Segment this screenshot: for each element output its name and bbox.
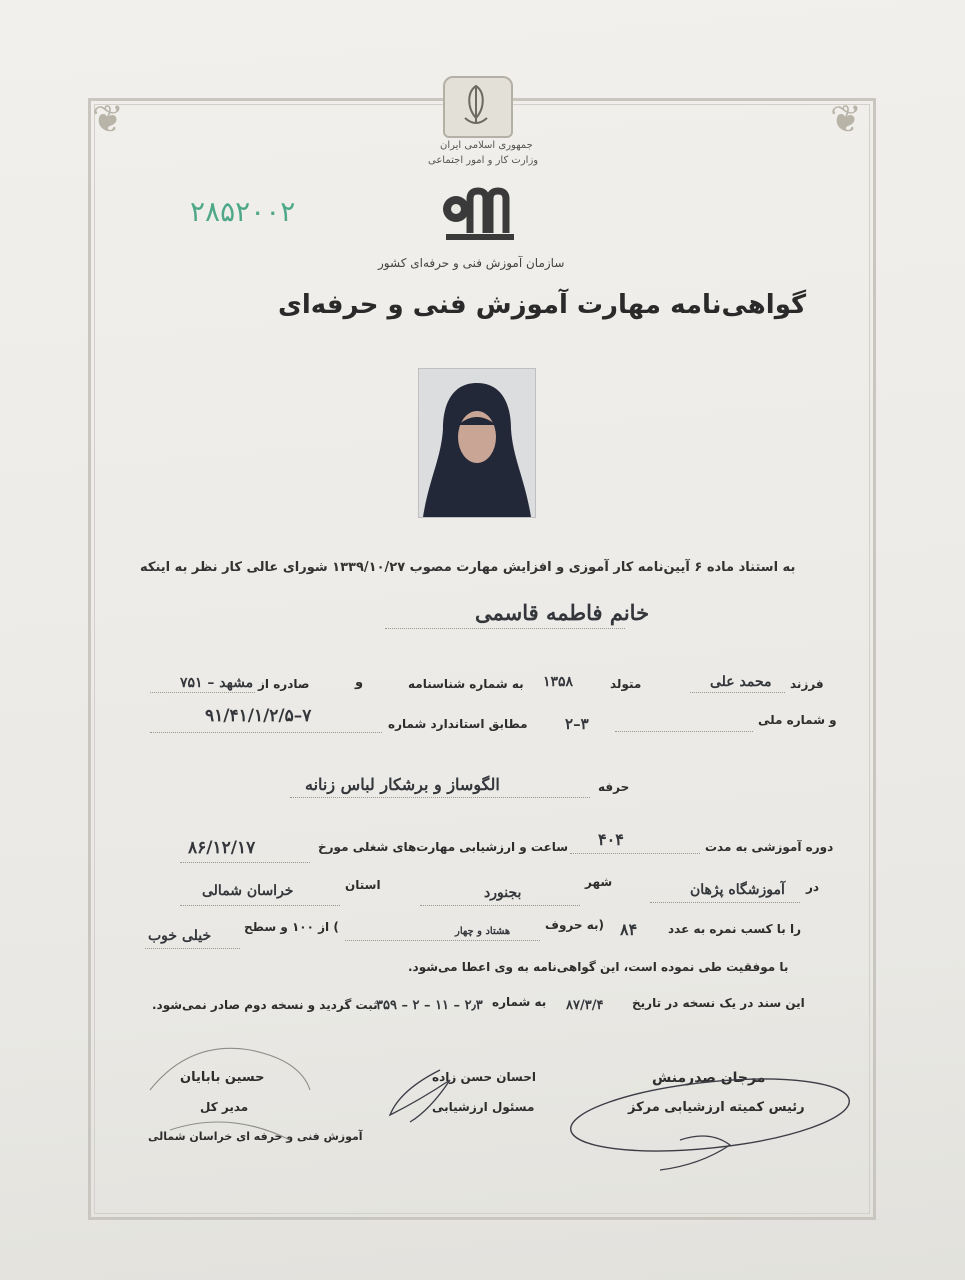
signature-scribble-icon (360, 1060, 550, 1130)
course-duration-label: دوره آموزشی به مدت (705, 840, 834, 854)
dotted-line (570, 853, 700, 854)
intro-text: به استناد ماده ۶ آیین‌نامه کار آموزی و افزایش مهارت مصوب ۱۳۳۹/۱۰/۲۷ شورای عالی کار نظر به اینکه (140, 560, 796, 575)
holder-photo (418, 368, 536, 518)
issue-prefix: این سند در یک نسخه در تاریخ (632, 996, 805, 1010)
score-in-words: هشتاد و چهار (455, 926, 511, 937)
score-number: ۸۴ (620, 920, 638, 939)
standard-number: ۷–۹۱/۴۱/۱/۲/۵ (205, 706, 312, 726)
city-name: بجنورد (484, 885, 522, 901)
certificate-title: گواهی‌نامه مهارت آموزش فنی و حرفه‌ای (278, 290, 807, 320)
dotted-line (420, 905, 580, 906)
dotted-line (150, 732, 382, 733)
dotted-line (345, 940, 540, 941)
standard-code: ۳–۲ (565, 715, 589, 733)
signature-role-evaluator: مسئول ارزشیابی (432, 1100, 535, 1114)
issue-number-label: به شماره (492, 995, 547, 1009)
signature-name-evaluator: احسان حسن زاده (432, 1070, 536, 1084)
id-number-label: به شماره شناسنامه (408, 677, 524, 691)
iran-emblem-icon (443, 76, 513, 138)
province-name: خراسان شمالی (202, 883, 294, 899)
dotted-line (150, 692, 255, 693)
dotted-line (290, 797, 590, 798)
in-words-label: (به حروف (545, 918, 604, 932)
signature-role-evaluation-head: رئیس کمیته ارزشیابی مرکز (628, 1100, 805, 1115)
ministry-name: وزارت کار و امور اجتماعی (428, 155, 539, 166)
city-label: شهر (585, 875, 613, 889)
completion-text: با موفقیت طی نموده است، این گواهی‌نامه به وی اعطا می‌شود. (408, 960, 789, 974)
standard-label: مطابق استاندارد شماره (388, 717, 528, 731)
organization-name: سازمان آموزش فنی و حرفه‌ای کشور (378, 256, 565, 270)
born-label: متولد (610, 677, 642, 691)
issued-from-label: صادره از (258, 677, 310, 691)
evaluation-label: ساعت و ارزشیابی مهارت‌های شغلی مورخ (318, 840, 569, 854)
dotted-line (385, 628, 625, 629)
issue-suffix: ثبت گردید و نسخه دوم صادر نمی‌شود. (152, 998, 378, 1012)
father-name: محمد علی (710, 674, 772, 690)
and-label: و (355, 675, 364, 690)
organization-logo-icon (438, 185, 520, 243)
dotted-line (180, 905, 340, 906)
corner-ornament-icon: ❦ (92, 97, 124, 141)
dotted-line (650, 902, 800, 903)
serial-number: ۲۸۵۲۰۰۲ (190, 195, 296, 228)
signature-name-director: حسین بابایان (180, 1070, 265, 1085)
issue-number: ۲٫۳ – ۱۱ – ۲ – ۳۵۹ (376, 998, 483, 1013)
in-label: در (806, 880, 820, 894)
corner-ornament-icon: ❦ (830, 97, 862, 141)
signature-name-evaluation-head: مرجان صدرمنش (652, 1070, 766, 1086)
issued-city: مشهد – ۷۵۱ (180, 675, 254, 691)
signature-role-director: مدیر کل (200, 1100, 249, 1114)
score-prefix: را با کسب نمره به عدد (668, 922, 801, 936)
score-out-of: ) از ۱۰۰ و سطح (244, 920, 339, 934)
signature-org-director: آموزش فنی و حرفه ای خراسان شمالی (148, 1130, 363, 1143)
country-name: جمهوری اسلامی ایران (440, 140, 533, 151)
dotted-line (145, 948, 240, 949)
dotted-line (180, 862, 310, 863)
signature-scribble-icon (560, 1060, 860, 1180)
evaluation-date: ۸۶/۱۲/۱۷ (188, 838, 256, 858)
dotted-line (690, 692, 785, 693)
national-id-label: و شماره ملی (758, 713, 837, 727)
issue-date: ۸۷/۳/۴ (566, 998, 604, 1013)
institute-name: آموزشگاه پژهان (690, 882, 785, 898)
score-level: خیلی خوب (148, 928, 212, 944)
dotted-line (615, 731, 753, 732)
trade-label: حرفه (598, 780, 630, 794)
province-label: استان (345, 878, 381, 892)
signature-scribble-icon (130, 1030, 330, 1150)
child-of-label: فرزند (790, 677, 824, 691)
birth-year: ۱۳۵۸ (543, 674, 574, 690)
trade-value: الگوساز و برشکار لباس زنانه (305, 775, 500, 794)
course-hours: ۴۰۴ (598, 830, 624, 849)
holder-name: خانم فاطمه قاسمی (475, 600, 650, 625)
